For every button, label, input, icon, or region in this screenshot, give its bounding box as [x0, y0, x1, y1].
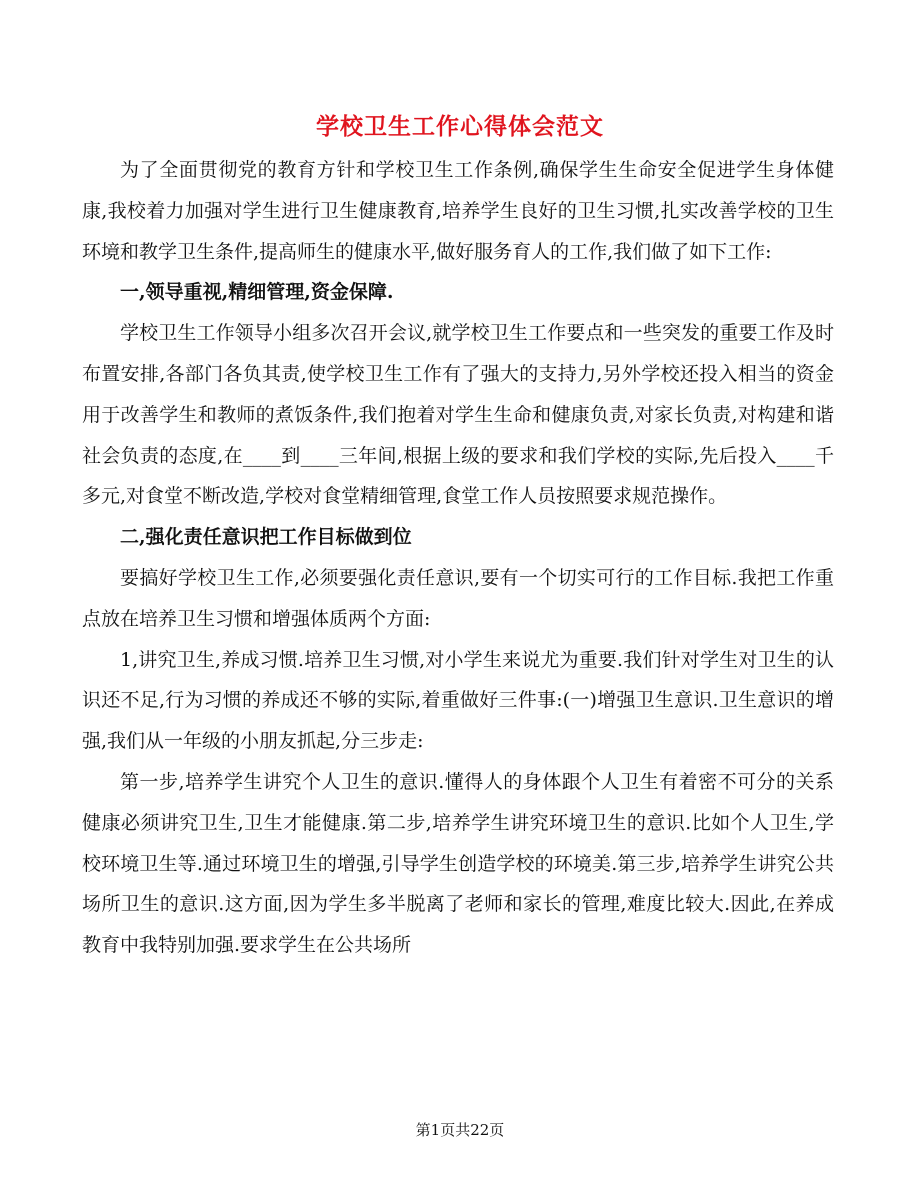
paragraph-section-2: 要搞好学校卫生工作,必须要强化责任意识,要有一个切实可行的工作目标.我把工作重点放在培养卫生习惯和增强体质两个方面: [82, 566, 834, 630]
page-number: 第1页共22页 [415, 1121, 505, 1139]
paragraph-section-1: 学校卫生工作领导小组多次召开会议,就学校卫生工作要点和一些突发的重要工作及时布置安排,各部门各负其责,使学校卫生工作有了强大的支持力,另外学校还投入相当的资金用于改善学生和教师的煮饭条件,我们抱着对学生生命和健康负责,对家长负责,对构建和谐社会负责的态度,在____到____三年间,根据上级的要求和我们学校的实际,先后投入____千多元,对食堂不断改造,学校对食堂精细管理,食堂工作人员按照要求规范操作。 [82, 322, 834, 508]
document-title: 学校卫生工作心得体会范文 [316, 113, 604, 140]
section-heading-2: 二,强化责任意识把工作目标做到位 [120, 526, 412, 549]
section-heading-1: 一,领导重视,精细管理,资金保障. [120, 281, 394, 304]
document-body [82, 150, 834, 966]
paragraph-intro: 为了全面贯彻党的教育方针和学校卫生工作条例,确保学生生命安全促进学生身体健康,我校着力加强对学生进行卫生健康教育,培养学生良好的卫生习惯,扎实改善学校的卫生环境和教学卫生条件,提高师生的健康水平,做好服务育人的工作,我们做了如下工作: [82, 159, 834, 263]
paragraph-steps: 第一步,培养学生讲究个人卫生的意识.懂得人的身体跟个人卫生有着密不可分的关系健康必须讲究卫生,卫生才能健康.第二步,培养学生讲究环境卫生的意识.比如个人卫生,学校环境卫生等.通过环境卫生的增强,引导学生创造学校的环境美.第三步,培养学生讲究公共场所卫生的意识.这方面,因为学生多半脱离了老师和家长的管理,难度比较大.因此,在养成教育中我特别加强.要求学生在公共场所 [82, 770, 834, 957]
paragraph-item-1: 1,讲究卫生,养成习惯.培养卫生习惯,对小学生来说尤为重要.我们针对学生对卫生的认识还不足,行为习惯的养成还不够的实际,着重做好三件事:(一)增强卫生意识.卫生意识的增强,我们从一年级的小朋友抓起,分三步走: [82, 648, 834, 753]
